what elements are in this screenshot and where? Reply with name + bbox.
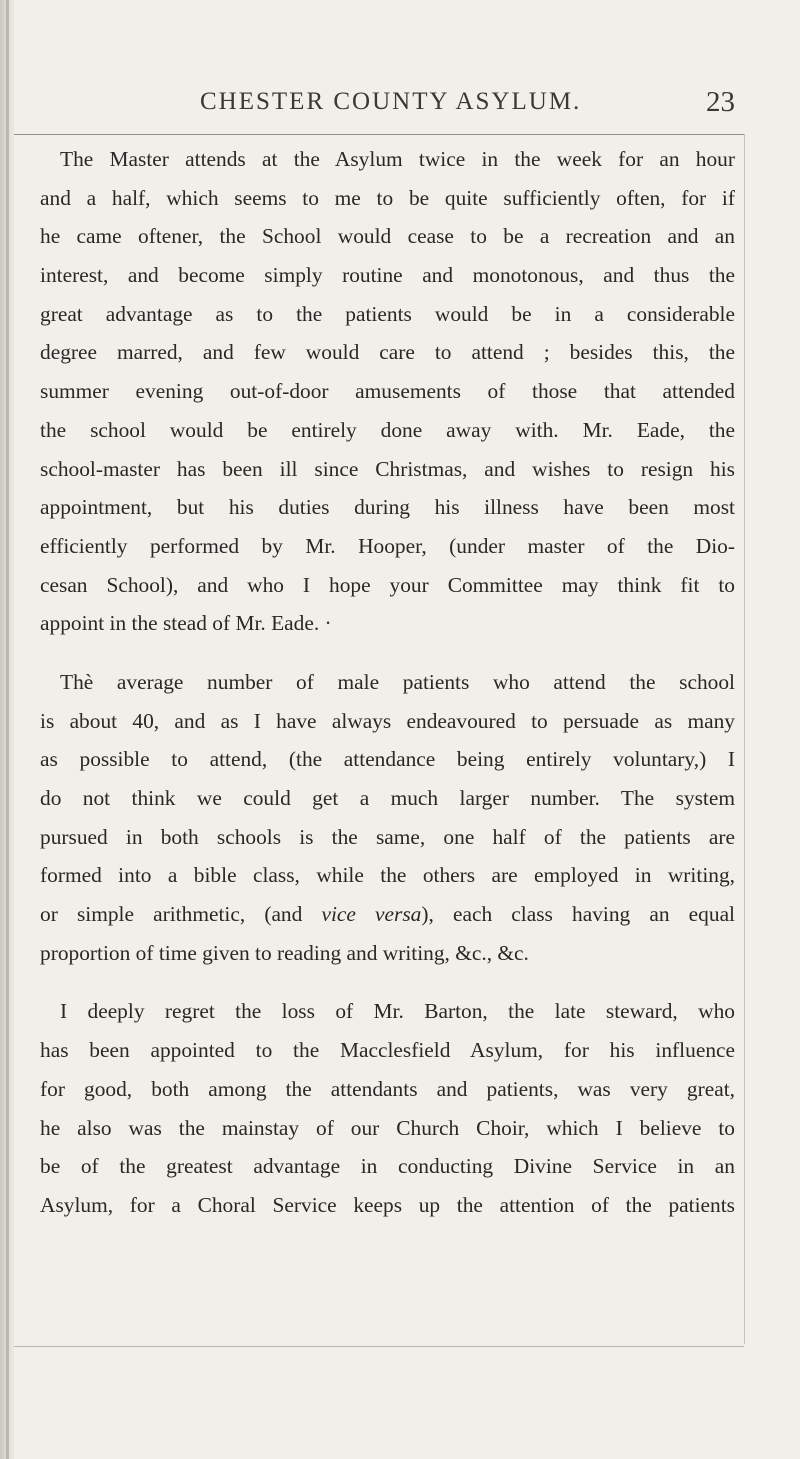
text-line: is about 40, and as I have always endeavoured to persuade as many <box>40 708 735 733</box>
paragraph-school-master <box>40 140 735 643</box>
page-header <box>0 88 800 128</box>
text-line: has been appointed to the Macclesfield Asylum, for his influence <box>40 1038 735 1063</box>
text-segment: ), each class having an equal <box>421 902 736 927</box>
text-line: cesan School), and who I hope your Committee may think fit to <box>40 572 735 597</box>
text-line: I deeply regret the loss of Mr. Barton, the late steward, who <box>60 999 735 1024</box>
paragraph-attendance <box>40 663 735 973</box>
text-line: formed into a bible class, while the others are employed in writing, <box>40 863 735 888</box>
text-line: Asylum, for a Choral Service keeps up the attention of the patients <box>40 1192 735 1217</box>
text-line: appointment, but his duties during his illness have been most <box>40 495 735 520</box>
text-line: appoint in the stead of Mr. Eade. · <box>40 611 332 636</box>
text-line: do not think we could get a much larger number. The system <box>40 786 735 810</box>
text-line: summer evening out-of-door amusements of those that attended <box>40 379 735 404</box>
header-rule <box>14 134 744 135</box>
text-line: for good, both among the attendants and patients, was very great, <box>40 1076 735 1101</box>
text-line: interest, and become simply routine and monotonous, and thus the <box>40 263 735 288</box>
text-line: degree marred, and few would care to attend ; besides this, the <box>40 340 735 365</box>
page-number: 23 <box>706 86 735 118</box>
right-margin-rule <box>744 134 745 1344</box>
text-line: school-master has been ill since Christmas, and wishes to resign his <box>40 456 735 481</box>
text-line: he came oftener, the School would cease to be a recreation and an <box>40 224 735 249</box>
text-line: proportion of time given to reading and writing, &c., &c. <box>40 940 529 965</box>
text-line: Thè average number of male patients who attend the school <box>60 669 735 694</box>
text-line: be of the greatest advantage in conducting Divine Service in an <box>40 1154 735 1179</box>
text-line: efficiently performed by Mr. Hooper, (under master of the Dio- <box>40 533 735 558</box>
text-line: as possible to attend, (the attendance being entirely voluntary,) I <box>40 747 735 772</box>
running-head: CHESTER COUNTY ASYLUM. <box>200 88 582 115</box>
text-line: and a half, which seems to me to be quite sufficiently often, for if <box>40 185 735 210</box>
footer-rule <box>14 1346 744 1347</box>
text-line: he also was the mainstay of our Church Choir, which I believe to <box>40 1115 735 1140</box>
text-line: pursued in both schools is the same, one half of the patients are <box>40 824 735 849</box>
text-segment: or simple arithmetic, (and <box>40 902 322 927</box>
italic-phrase: vice versa <box>321 902 422 927</box>
body-text <box>40 140 735 1225</box>
text-line: great advantage as to the patients would be in a considerable <box>40 301 735 326</box>
gutter-binding-line <box>6 0 9 1459</box>
text-line: The Master attends at the Asylum twice in the week for an hour <box>60 147 735 171</box>
paragraph-steward <box>40 992 735 1224</box>
text-line-mixed <box>40 895 735 934</box>
text-line: the school would be entirely done away with. Mr. Eade, the <box>40 417 735 442</box>
